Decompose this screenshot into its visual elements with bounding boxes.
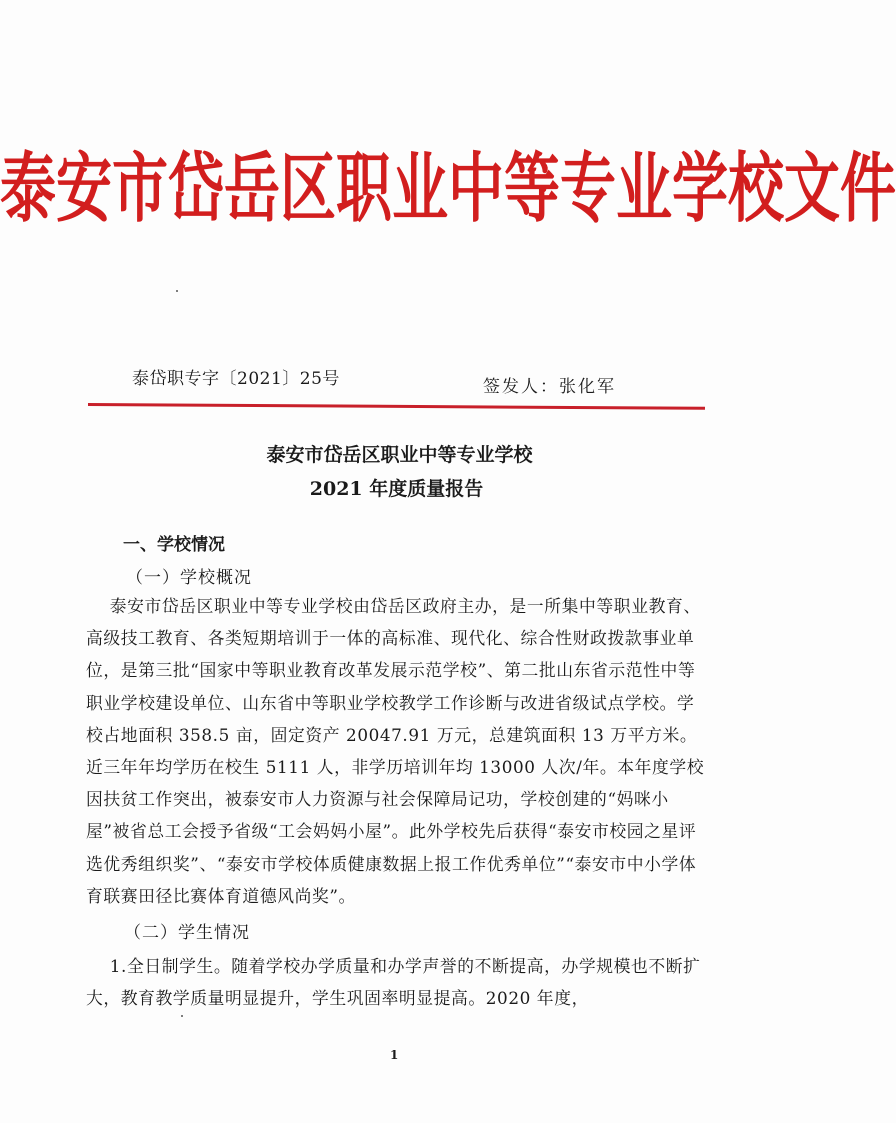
section-heading-school-situation: 一、学校情况 <box>123 535 225 555</box>
report-title-line2: 2021 年度质量报告 <box>309 478 484 500</box>
report-title-line1: 泰安市岱岳区职业中等专业学校 <box>266 444 533 466</box>
scan-speck <box>176 290 178 292</box>
signer: 签发人：张化军 <box>483 377 616 397</box>
scan-speck <box>181 1015 183 1017</box>
paragraph-school-overview: 泰安市岱岳区职业中等专业学校由岱岳区政府主办，是一所集中等职业教育、高级技工教育、各类短期培训于一体的高标准、现代化、综合性财政拨款事业单位，是第三批“国家中等职业教育改革发展示范学校”、第二批山东省示范性中等职业学校建设单位、山东省中等职业学校教学工作诊断与改进省级试点学校。学校占地面积 358.5 亩，固定资产 20047.91 万元，总建筑面积 13 万平方米。近三年年均学历在校生 5111 人，非学历培训年均 13000 人次/年。本年度学校因扶贫工作突出，被泰安市人力资源与社会保障局记功，学校创建的“妈咪小屋”被省总工会授予省级“工会妈妈小屋”。此外学校先后获得“泰安市校园之星评选优秀组织奖”、“泰安市学校体质健康数据上报工作优秀单位”“泰安市中小学体育联赛田径比赛体育道德风尚奖”。 <box>86 596 705 906</box>
paragraph-student-situation: 1.全日制学生。随着学校办学质量和办学声誉的不断提高，办学规模也不断扩大，教育教学质量明显提升，学生巩固率明显提高。2020 年度， <box>86 956 701 1009</box>
agency-title: 泰安市岱岳区职业中等专业学校文件 <box>0 145 896 234</box>
subsection-heading-students: （二）学生情况 <box>124 923 250 943</box>
document-number: 泰岱职专字〔2021〕25号 <box>132 369 340 389</box>
subsection-heading-overview: （一）学校概况 <box>126 568 252 588</box>
red-divider-line <box>88 403 705 410</box>
page-number: 1 <box>390 1048 399 1062</box>
